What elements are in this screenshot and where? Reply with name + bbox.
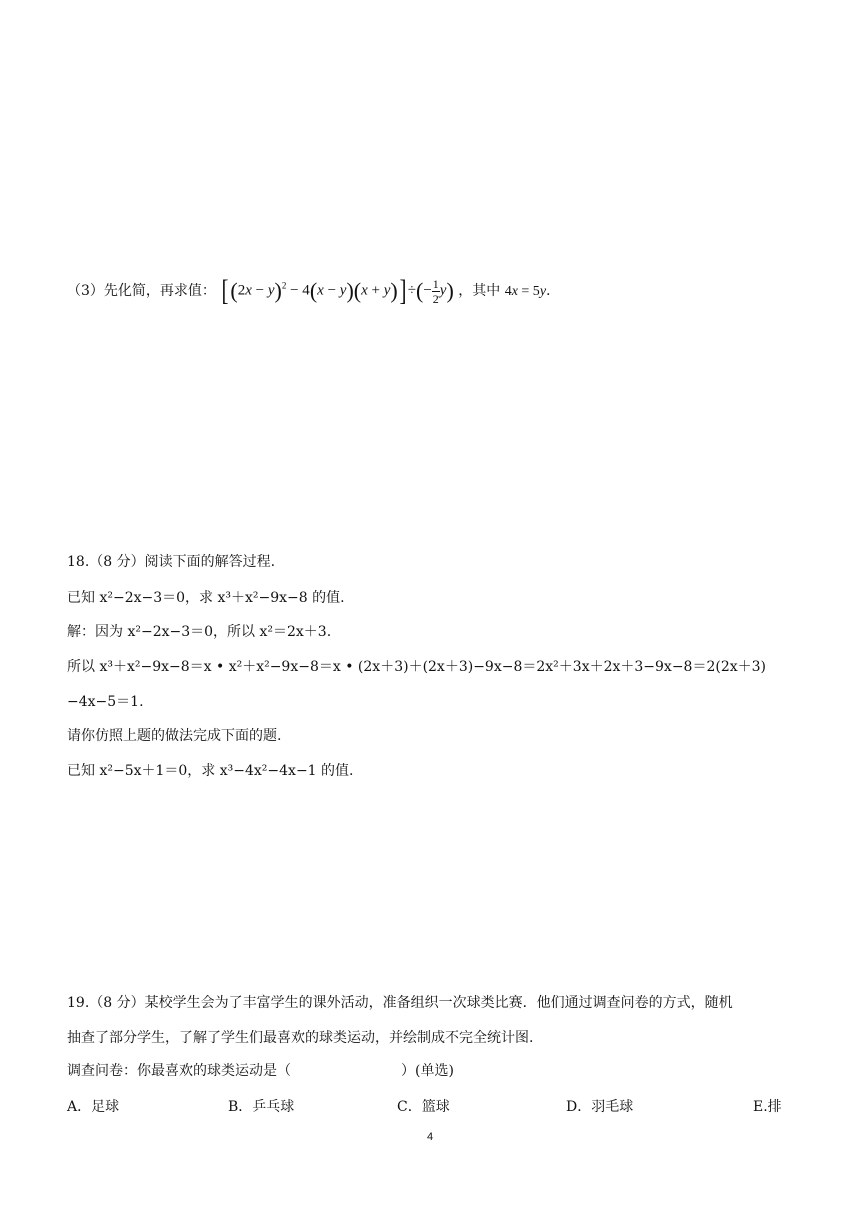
q17-3-end: .	[546, 283, 551, 299]
q17-3-tail: ，其中	[458, 283, 501, 299]
question-18-instruction: 请你仿照上题的做法完成下面的题.	[67, 728, 282, 744]
q17-3-label: （3）先化简，再求值：	[67, 283, 216, 299]
question-19-intro-cont: 抽查了部分学生，了解了学生们最喜欢的球类运动，并绘制成不完全统计图.	[67, 1030, 534, 1046]
survey-prompt: 调查问卷：你最喜欢的球类运动是（	[67, 1063, 291, 1079]
survey-single-choice: ）(单选)	[401, 1063, 454, 1079]
question-18-heading: 18.（8 分）阅读下面的解答过程.	[67, 554, 276, 570]
question-19-survey	[67, 1061, 454, 1081]
question-18-solution-step-3: −4x−5＝1.	[67, 694, 144, 710]
question-17-part-3	[67, 276, 550, 306]
option-b: B．乒乓球	[228, 1099, 295, 1115]
option-d: D．羽毛球	[566, 1099, 634, 1115]
question-18-given: 已知 x²−2x−3＝0，求 x³＋x²−9x−8 的值.	[67, 590, 345, 606]
q17-3-expression: $[(2x - y)^2 - 4(x - y)(x + y)]$ ÷(− $\frac{1}{2}$ y)	[221, 274, 454, 307]
question-18-solution-step-2: 所以 x³＋x²−9x−8＝x • x²＋x²−9x−8＝x • (2x＋3)＋(2x＋3)−9x−8＝2x²＋3x＋2x＋3−9x−8＝2(2x＋3)	[67, 659, 767, 675]
option-c: C．篮球	[397, 1099, 450, 1115]
question-18-solution-step-1: 解：因为 x²−2x−3＝0，所以 x²＝2x＋3.	[67, 624, 332, 640]
option-e: E.排	[753, 1099, 782, 1115]
q17-3-condition: 4x = 5y	[504, 284, 547, 299]
page-number: 4	[426, 1131, 434, 1143]
question-19-intro: 19.（8 分）某校学生会为了丰富学生的课外活动，准备组织一次球类比赛．他们通过调查问卷的方式，随机	[67, 995, 733, 1011]
question-18-task: 已知 x²−5x＋1＝0，求 x³−4x²−4x−1 的值.	[67, 763, 354, 779]
option-a: A．足球	[67, 1099, 120, 1115]
